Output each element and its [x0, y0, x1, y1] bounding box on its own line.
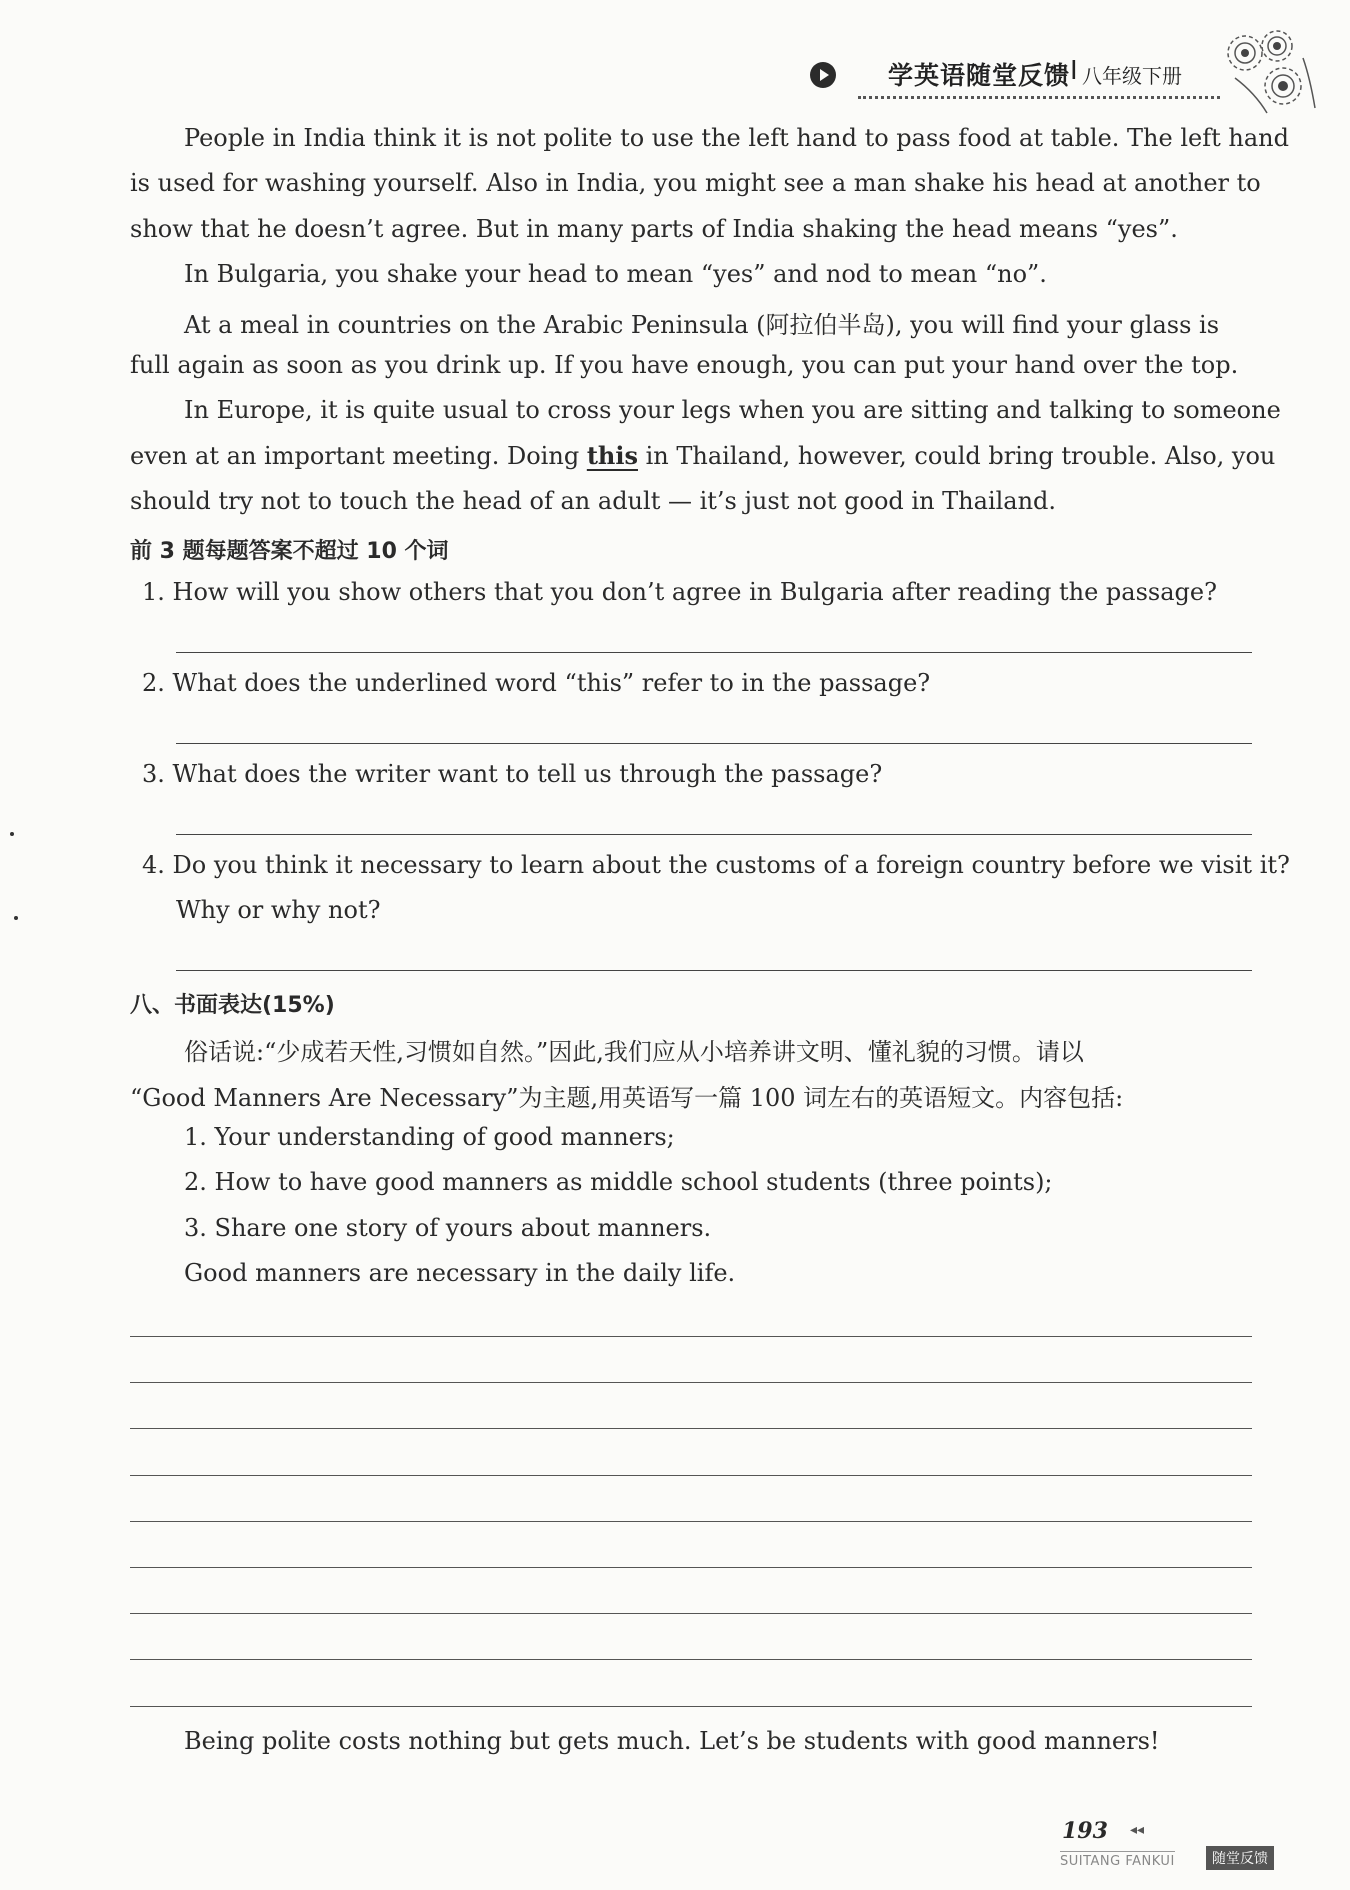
title-separator: I — [1070, 56, 1078, 86]
passage-p3-line1: At a meal in countries on the Arabic Peninsula (阿拉伯半岛), you will find your glass is — [184, 311, 1220, 339]
writing-line[interactable] — [130, 1336, 1252, 1337]
question-4-line2: Why or why not? — [176, 896, 381, 924]
margin-mark — [10, 832, 14, 836]
play-icon — [810, 62, 836, 88]
writing-line[interactable] — [130, 1521, 1252, 1522]
writing-line[interactable] — [130, 1613, 1252, 1614]
writing-line[interactable] — [130, 1382, 1252, 1383]
header-dotted-rule — [858, 96, 1220, 99]
writing-line[interactable] — [130, 1706, 1252, 1707]
flower-decoration-icon — [1215, 18, 1325, 128]
page-arrows-icon: ◂◂ — [1130, 1822, 1145, 1838]
answer-line-1[interactable] — [176, 652, 1252, 653]
passage-p4-line2-start: even at an important meeting. Doing — [130, 442, 587, 470]
underlined-word: this — [586, 441, 638, 470]
writing-heading: 八、书面表达(15%) — [130, 993, 335, 1018]
passage-p4-line1: In Europe, it is quite usual to cross your legs when you are sitting and talking to someone — [184, 396, 1281, 424]
footer-brand-en: SUITANG FANKUI — [1060, 1851, 1175, 1869]
book-title: 学英语随堂反馈 — [888, 61, 1071, 90]
writing-prompt-line1: 俗话说:“少成若天性,习惯如自然。”因此,我们应从小培养讲文明、懂礼貌的习惯。请以 — [184, 1038, 1084, 1066]
writing-line[interactable] — [130, 1428, 1252, 1429]
answer-line-3[interactable] — [176, 834, 1252, 835]
passage-p1-line3: show that he doesn’t agree. But in many parts of India shaking the head means “yes”. — [130, 215, 1178, 243]
passage-p2: In Bulgaria, you shake your head to mean “yes” and nod to mean “no”. — [184, 260, 1047, 288]
questions-instruction: 前 3 题每题答案不超过 10 个词 — [130, 539, 449, 564]
writing-line[interactable] — [130, 1567, 1252, 1568]
writing-point-1: 1. Your understanding of good manners; — [184, 1123, 675, 1151]
question-4-line1: 4. Do you think it necessary to learn about the customs of a foreign country before we visit it? — [142, 851, 1290, 879]
passage-p1-line1: People in India think it is not polite to use the left hand to pass food at table. The left hand — [184, 124, 1289, 152]
page-number: 193 — [1062, 1818, 1108, 1844]
question-1: 1. How will you show others that you don’t agree in Bulgaria after reading the passage? — [142, 578, 1217, 606]
writing-point-3: 3. Share one story of yours about manners. — [184, 1214, 712, 1242]
writing-closing-sentence: Being polite costs nothing but gets much. Let’s be students with good manners! — [184, 1727, 1160, 1755]
passage-p1-line2: is used for washing yourself. Also in India, you might see a man shake his head at another to — [130, 169, 1261, 197]
passage-p4-line2-end: in Thailand, however, could bring trouble. Also, you — [637, 442, 1276, 470]
footer-brand-cn: 随堂反馈 — [1206, 1846, 1274, 1870]
passage-p4-line3: should try not to touch the head of an adult — it’s just not good in Thailand. — [130, 487, 1057, 515]
book-grade: 八年级下册 — [1082, 64, 1182, 88]
passage-p4-line2 — [130, 441, 1275, 470]
writing-line[interactable] — [130, 1659, 1252, 1660]
answer-line-4[interactable] — [176, 970, 1252, 971]
question-3: 3. What does the writer want to tell us through the passage? — [142, 760, 883, 788]
question-2: 2. What does the underlined word “this” refer to in the passage? — [142, 669, 931, 697]
writing-point-2: 2. How to have good manners as middle school students (three points); — [184, 1168, 1053, 1196]
writing-line[interactable] — [130, 1475, 1252, 1476]
answer-line-2[interactable] — [176, 743, 1252, 744]
writing-prompt-line2: “Good Manners Are Necessary”为主题,用英语写一篇 100 词左右的英语短文。内容包括: — [130, 1084, 1124, 1112]
margin-mark — [14, 916, 18, 920]
passage-p3-line2: full again as soon as you drink up. If you have enough, you can put your hand over the top. — [130, 351, 1239, 379]
writing-opening-sentence: Good manners are necessary in the daily life. — [184, 1259, 736, 1287]
